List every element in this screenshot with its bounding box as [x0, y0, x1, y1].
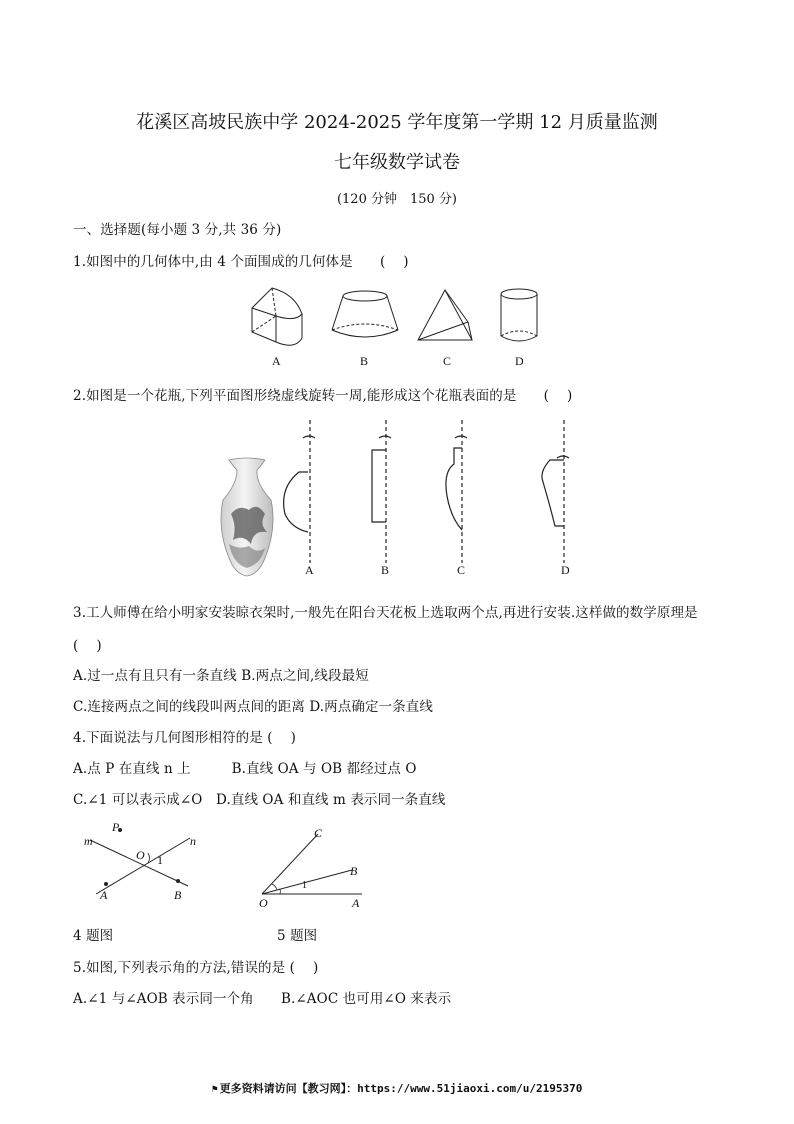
vase-image — [221, 458, 273, 576]
q1-stem: 1.如图中的几何体中,由 4 个面围成的几何体是 ( ) — [73, 254, 409, 270]
q1-label-b: B — [360, 354, 369, 368]
flag-icon: ⚑ — [211, 1084, 218, 1095]
q1-label-a: A — [272, 354, 281, 368]
q4-options-ab: A.点 P 在直线 n 上 B.直线 OA 与 OB 都经过点 O — [73, 761, 417, 777]
shape-c — [446, 420, 467, 563]
q1-label-c: C — [443, 354, 452, 368]
q4-caption: 4 题图 — [73, 928, 114, 944]
q2-figure — [215, 418, 585, 578]
q2-label-c: C — [457, 563, 466, 577]
q5-label-o: O — [259, 896, 268, 910]
q5-figure — [258, 826, 368, 898]
q4-label-b: B — [174, 888, 182, 902]
solid-d — [501, 289, 537, 341]
q1-label-d: D — [515, 354, 524, 368]
q5-label-a: A — [352, 896, 360, 910]
q5-options-ab: A.∠1 与∠AOB 表示同一个角 B.∠AOC 也可用∠O 来表示 — [73, 991, 452, 1007]
q4-label-m: m — [84, 834, 93, 848]
q2-label-b: B — [381, 563, 390, 577]
time-score: (120 分钟 150 分) — [336, 192, 458, 207]
q5-label-c: C — [314, 826, 323, 840]
point-a — [104, 882, 108, 886]
q4-label-1: 1 — [157, 853, 163, 867]
q3-options-cd: C.连接两点之间的线段叫两点间的距离 D.两点确定一条直线 — [73, 699, 433, 715]
q4-stem: 4.下面说法与几何图形相符的是 ( ) — [73, 730, 296, 746]
q2-label-d: D — [561, 563, 570, 577]
q3-stem: 3.工人师傅在给小明家安装晾衣架时,一般先在阳台天花板上选取两个点,再进行安装.这样做的数学原理是 — [73, 605, 698, 621]
q4-options-cd: C.∠1 可以表示成∠O D.直线 OA 和直线 m 表示同一条直线 — [73, 792, 446, 808]
solid-b — [332, 291, 398, 337]
q4-label-o: O — [136, 848, 145, 862]
q5-label-1: 1 — [302, 880, 307, 891]
shape-a — [284, 420, 315, 563]
footer-link[interactable] — [0, 1080, 794, 1096]
q3-options-ab: A.过一点有且只有一条直线 B.两点之间,线段最短 — [73, 668, 369, 684]
q2-label-a: A — [305, 563, 314, 577]
q1-figure — [240, 280, 560, 372]
q4-label-a: A — [100, 888, 108, 902]
q4-label-p: P — [112, 820, 120, 834]
shape-d — [542, 420, 569, 563]
point-b — [176, 879, 180, 883]
q5-label-b: B — [350, 864, 358, 878]
footer-text: 更多资料请访问【教习网】：https://www.51jiaoxi.com/u/2195370 — [219, 1082, 583, 1095]
q5-stem: 5.如图,下列表示角的方法,错误的是 ( ) — [73, 960, 319, 976]
q4-label-n: n — [190, 834, 196, 848]
solid-a — [252, 288, 302, 345]
q2-stem: 2.如图是一个花瓶,下列平面图形绕虚线旋转一周,能形成这个花瓶表面的是 ( ) — [73, 388, 573, 404]
q3-paren: ( ) — [73, 638, 102, 654]
solid-c — [418, 290, 472, 340]
section-heading: 一、选择题(每小题 3 分,共 36 分) — [73, 222, 282, 238]
q5-caption: 5 题图 — [277, 928, 318, 944]
page-title: 花溪区高坡民族中学 2024-2025 学年度第一学期 12 月质量监测 — [136, 112, 658, 133]
paper-subtitle: 七年级数学试卷 — [334, 152, 460, 173]
shape-b — [372, 420, 391, 563]
